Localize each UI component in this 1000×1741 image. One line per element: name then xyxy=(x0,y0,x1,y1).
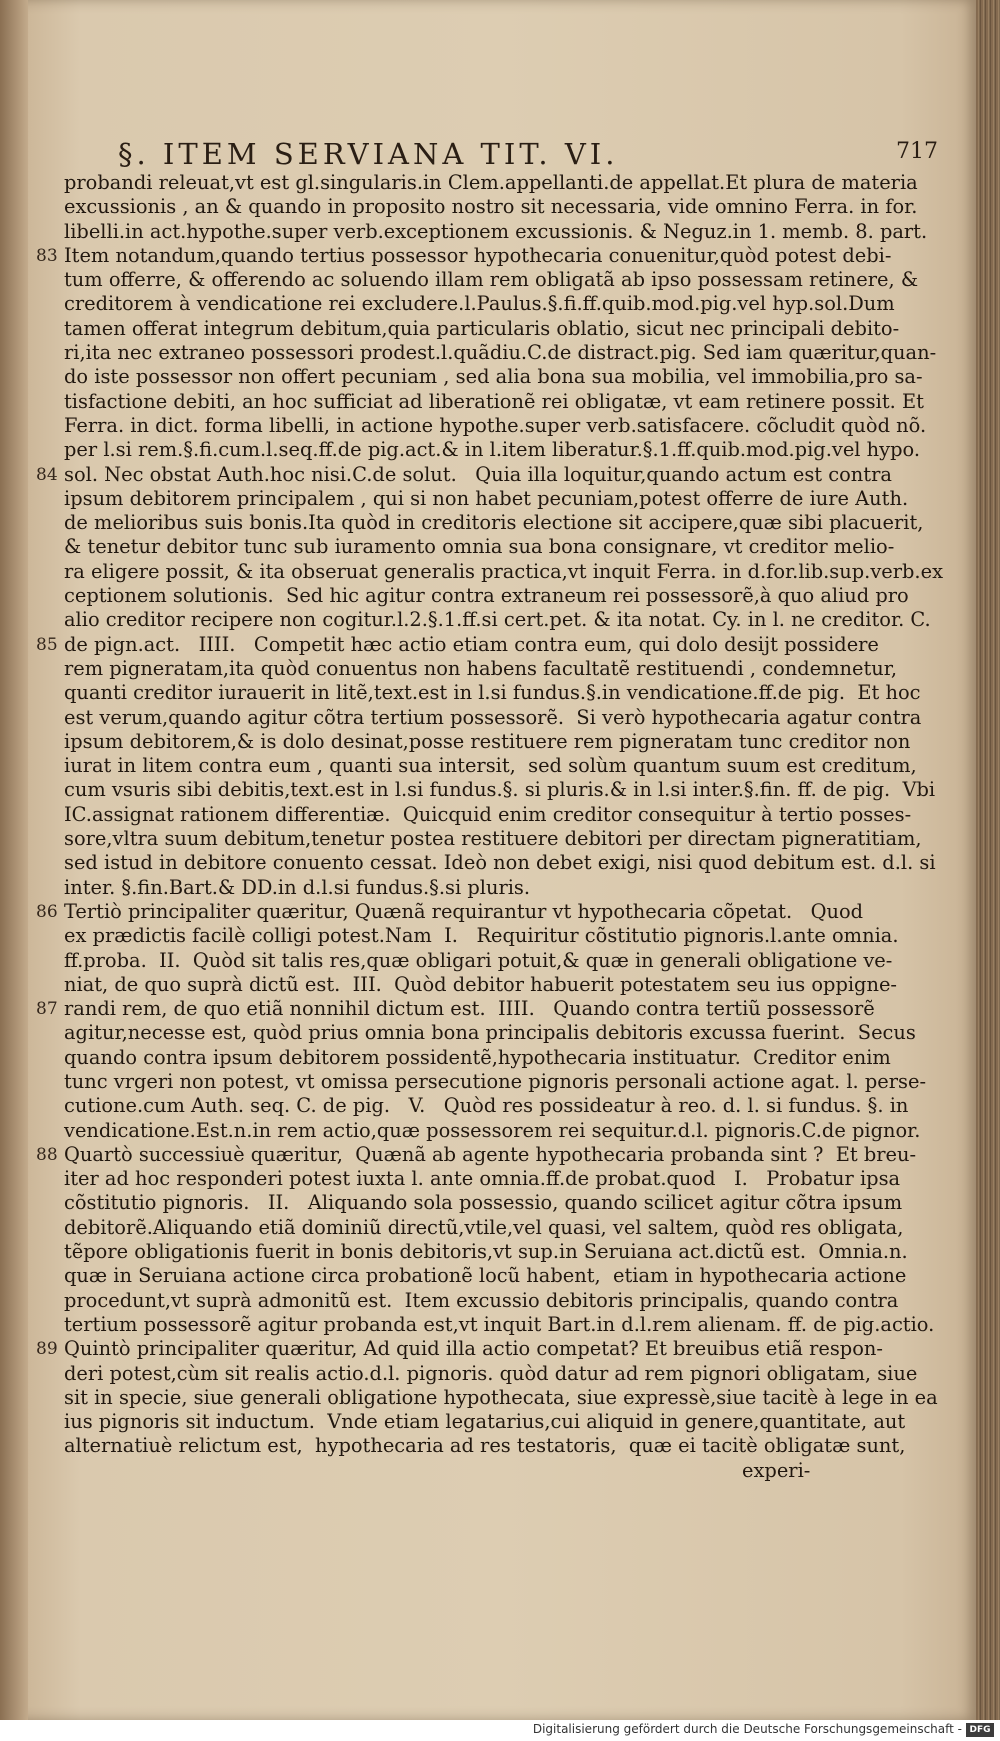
text-line xyxy=(36,706,966,730)
text-line xyxy=(36,1459,966,1483)
text-line xyxy=(36,1410,966,1434)
margin-number: 89 xyxy=(36,1339,58,1360)
line-text: vendicatione.Est.n.in rem actio,quæ possessorem rei sequitur.d.l. pignoris.C.de pignor. xyxy=(64,1118,921,1142)
text-line xyxy=(36,973,966,997)
line-text: ipsum debitorem,& is dolo desinat,posse restituere rem pigneratam tunc creditor non xyxy=(64,729,911,753)
line-text: ius pignoris sit inductum. Vnde etiam legatarius,cui aliquid in genere,quantitate, aut xyxy=(64,1410,906,1434)
text-line xyxy=(36,1046,966,1070)
line-text: creditorem à vendicatione rei excludere.l.Paulus.§.fi.ff.quib.mod.pig.vel hyp.sol.Dum xyxy=(64,292,895,316)
page-header xyxy=(118,137,938,171)
line-text: do iste possessor non offert pecuniam , sed alia bona sua mobilia, vel immobilia,pro sa- xyxy=(64,365,923,389)
line-text: tẽpore obligationis fuerit in bonis debitoris,vt sup.in Seruiana act.dictũ est. Omnia.n. xyxy=(64,1240,908,1264)
line-text: cõstitutio pignoris. II. Aliquando sola possessio, quando scilicet agitur cõtra ipsum xyxy=(64,1191,903,1215)
text-line xyxy=(36,997,966,1021)
text-line xyxy=(36,365,966,389)
line-text: procedunt,vt suprà admonitũ est. Item excussio debitoris principalis, quando contra xyxy=(64,1288,899,1312)
text-line xyxy=(36,924,966,948)
line-text: tertium possessorẽ agitur probanda est,vt inquit Bart.in d.l.rem alienam. ff. de pig.actio. xyxy=(64,1312,935,1336)
text-line xyxy=(36,1240,966,1264)
text-line xyxy=(36,1289,966,1313)
line-text: ff.proba. II. Quòd sit talis res,quæ obligari potuit,& quæ in generali obligatione ve- xyxy=(64,948,893,972)
line-text: Quartò successiuè quæritur, Quænã ab agente hypothecaria probanda sint ? Et breu- xyxy=(64,1142,917,1166)
line-text: niat, de quo suprà dictũ est. III. Quòd debitor habuerit potestatem seu ius oppigne- xyxy=(64,972,897,996)
line-text: rem pigneratam,ita quòd conuentus non habens facultatẽ restituendi , condemnetur, xyxy=(64,656,898,680)
line-text: cum vsuris sibi debitis,text.est in l.si fundus.§. si pluris.& in l.si inter.§.fin. ff. de pig. Vbi xyxy=(64,778,936,802)
text-line xyxy=(36,511,966,535)
line-text: sore,vltra suum debitum,tenetur postea restituere debitori per directam pigneratitiam, xyxy=(64,827,922,851)
dfg-logo: DFG xyxy=(966,1723,994,1737)
line-text: sed istud in debitore conuento cessat. Ideò non debet exigi, nisi quod debitum est. d.l. si xyxy=(64,851,936,875)
page-edge xyxy=(972,0,1000,1741)
line-text: excussionis , an & quando in proposito nostro sit necessaria, vide omnino Ferra. in for. xyxy=(64,195,918,219)
line-text: tunc vrgeri non potest, vt omissa persecutione pignoris personali actione agat. l. perse- xyxy=(64,1069,927,1093)
text-line xyxy=(36,414,966,438)
line-text: randi rem, de quo etiã nonnihil dictum est. IIII. Quando contra tertiũ possessorẽ xyxy=(64,997,875,1021)
text-line xyxy=(36,560,966,584)
line-text: quanti creditor iurauerit in litẽ,text.est in l.si fundus.§.in vendicatione.ff.de pig. Et hoc xyxy=(64,681,921,705)
line-text: debitorẽ.Aliquando etiã dominiũ directũ,vtile,vel quasi, vel saltem, quòd res obligata, xyxy=(64,1215,904,1239)
text-line xyxy=(36,1070,966,1094)
text-line xyxy=(36,803,966,827)
margin-number: 84 xyxy=(36,464,58,485)
text-line xyxy=(36,1167,966,1191)
footer-bar xyxy=(0,1720,1000,1741)
line-text: ceptionem solutionis. Sed hic agitur contra extraneum rei possessorẽ,à quo aliud pro xyxy=(64,584,909,608)
line-text: quæ in Seruiana actione circa probationẽ locũ habent, etiam in hypothecaria actione xyxy=(64,1264,907,1288)
text-line xyxy=(36,1119,966,1143)
text-line xyxy=(36,949,966,973)
text-line xyxy=(36,584,966,608)
line-text: tisfactione debiti, an hoc sufficiat ad liberationẽ rei obligatæ, vt eam retinere possit. Et xyxy=(64,389,924,413)
line-text: sol. Nec obstat Auth.hoc nisi.C.de solut. Quia illa loquitur,quando actum est contra xyxy=(64,462,892,486)
line-text: per l.si rem.§.fi.cum.l.seq.ff.de pig.act.& in l.item liberatur.§.1.ff.quib.mod.pig.vel hypo. xyxy=(64,438,921,462)
text-line xyxy=(36,438,966,462)
line-text: deri potest,cùm sit realis actio.d.l. pignoris. quòd datur ad rem pignori obligatam, siue xyxy=(64,1361,918,1385)
line-text: & tenetur debitor tunc sub iuramento omnia sua bona consignare, vt creditor melio- xyxy=(64,535,895,559)
line-text: ipsum debitorem principalem , qui si non habet pecuniam,potest offerre de iure Auth. xyxy=(64,486,909,510)
margin-number: 86 xyxy=(36,901,58,922)
footer-credit: Digitalisierung gefördert durch die Deutsche Forschungsgemeinschaft - xyxy=(532,1722,962,1736)
line-text: ex prædictis facilè colligi potest.Nam I. Requiritur cõstitutio pignoris.l.ante omnia. xyxy=(64,924,899,948)
line-text: alio creditor recipere non cogitur.l.2.§.1.ff.si cert.pet. & ita notat. Cy. in l. ne creditor. C. xyxy=(64,608,931,632)
text-line xyxy=(36,195,966,219)
text-line xyxy=(36,463,966,487)
line-text: alternatiuè relictum est, hypothecaria ad res testatoris, quæ ei tacitè obligatæ sunt, xyxy=(64,1434,906,1458)
body-text xyxy=(36,171,966,1483)
text-line xyxy=(36,1264,966,1288)
line-text: IC.assignat rationem differentiæ. Quicquid enim creditor consequitur à tertio posses- xyxy=(64,802,912,826)
line-text: Ferra. in dict. forma libelli, in actione hypothe.super verb.satisfacere. cõcludit quòd nõ. xyxy=(64,413,927,437)
text-line xyxy=(36,292,966,316)
page-number: 717 xyxy=(896,139,938,164)
text-line xyxy=(36,317,966,341)
text-line xyxy=(36,1337,966,1361)
line-text: de pign.act. IIII. Competit hæc actio etiam contra eum, qui dolo desijt possidere xyxy=(64,632,879,656)
text-line xyxy=(36,220,966,244)
line-text: est verum,quando agitur cõtra tertium possessorẽ. Si verò hypothecaria agatur contra xyxy=(64,705,922,729)
line-text: cutione.cum Auth. seq. C. de pig. V. Quòd res possideatur à reo. d. l. si fundus. §. in xyxy=(64,1094,909,1118)
text-line xyxy=(36,608,966,632)
line-text: iter ad hoc responderi potest iuxta l. ante omnia.ff.de probat.quod I. Probatur ipsa xyxy=(64,1167,901,1191)
text-line xyxy=(36,1434,966,1458)
text-line xyxy=(36,1313,966,1337)
line-text: libelli.in act.hypothe.super verb.exceptionem excussionis. & Neguz.in 1. memb. 8. part. xyxy=(64,219,928,243)
line-text: Tertiò principaliter quæritur, Quænã requirantur vt hypothecaria cõpetat. Quod xyxy=(64,899,864,923)
line-text: de melioribus suis bonis.Ita quòd in creditoris electione sit accipere,quæ sibi placuerit, xyxy=(64,511,924,535)
text-line xyxy=(36,1094,966,1118)
text-line xyxy=(36,633,966,657)
text-line xyxy=(36,876,966,900)
text-line xyxy=(36,1191,966,1215)
text-line xyxy=(36,1386,966,1410)
text-line xyxy=(36,341,966,365)
line-text: probandi releuat,vt est gl.singularis.in Clem.appellanti.de appellat.Et plura de materia xyxy=(64,171,918,194)
line-text: agitur,necesse est, quòd prius omnia bona principalis debitoris excussa fuerint. Secus xyxy=(64,1021,916,1045)
text-line xyxy=(36,487,966,511)
line-text: quando contra ipsum debitorem possidentẽ,hypothecaria instituatur. Creditor enim xyxy=(64,1045,891,1069)
text-line xyxy=(36,1216,966,1240)
margin-number: 85 xyxy=(36,634,58,655)
line-text: experi- xyxy=(64,1458,811,1482)
margin-number: 88 xyxy=(36,1144,58,1165)
line-text: Item notandum,quando tertius possessor hypothecaria conuenitur,quòd potest debi- xyxy=(64,243,892,267)
margin-number: 83 xyxy=(36,245,58,266)
text-line xyxy=(36,1362,966,1386)
text-line xyxy=(36,171,966,195)
text-line xyxy=(36,268,966,292)
line-text: inter. §.fin.Bart.& DD.in d.l.si fundus.§.si pluris. xyxy=(64,875,531,899)
text-line xyxy=(36,900,966,924)
text-line xyxy=(36,681,966,705)
line-text: sit in specie, siue generali obligatione hypothecata, siue expressè,siue tacitè à lege in ea xyxy=(64,1385,938,1409)
page-gutter xyxy=(0,0,28,1720)
line-text: iurat in litem contra eum , quanti sua intersit, sed solùm quantum suum est creditum, xyxy=(64,754,917,778)
line-text: Quintò principaliter quæritur, Ad quid illa actio competat? Et breuibus etiã respon- xyxy=(64,1337,883,1361)
text-line xyxy=(36,244,966,268)
text-line xyxy=(36,657,966,681)
line-text: ri,ita nec extraneo possessori prodest.l.quãdiu.C.de distract.pig. Sed iam quæritur,quan- xyxy=(64,341,937,365)
text-line xyxy=(36,778,966,802)
line-text: tamen offerat integrum debitum,quia particularis oblatio, sicut nec principali debito- xyxy=(64,316,900,340)
text-line xyxy=(36,730,966,754)
text-line xyxy=(36,535,966,559)
text-line xyxy=(36,1143,966,1167)
text-line xyxy=(36,851,966,875)
margin-number: 87 xyxy=(36,999,58,1020)
text-line xyxy=(36,390,966,414)
running-head: §. ITEM SERVIANA TIT. VI. xyxy=(118,137,619,171)
text-line xyxy=(36,827,966,851)
text-line xyxy=(36,1021,966,1045)
line-text: ra eligere possit, & ita obseruat generalis practica,vt inquit Ferra. in d.for.lib.sup.verb.ex xyxy=(64,559,944,583)
text-line xyxy=(36,754,966,778)
line-text: tum offerre, & offerendo ac soluendo illam rem obligatã ab ipso possessam retinere, & xyxy=(64,268,919,292)
